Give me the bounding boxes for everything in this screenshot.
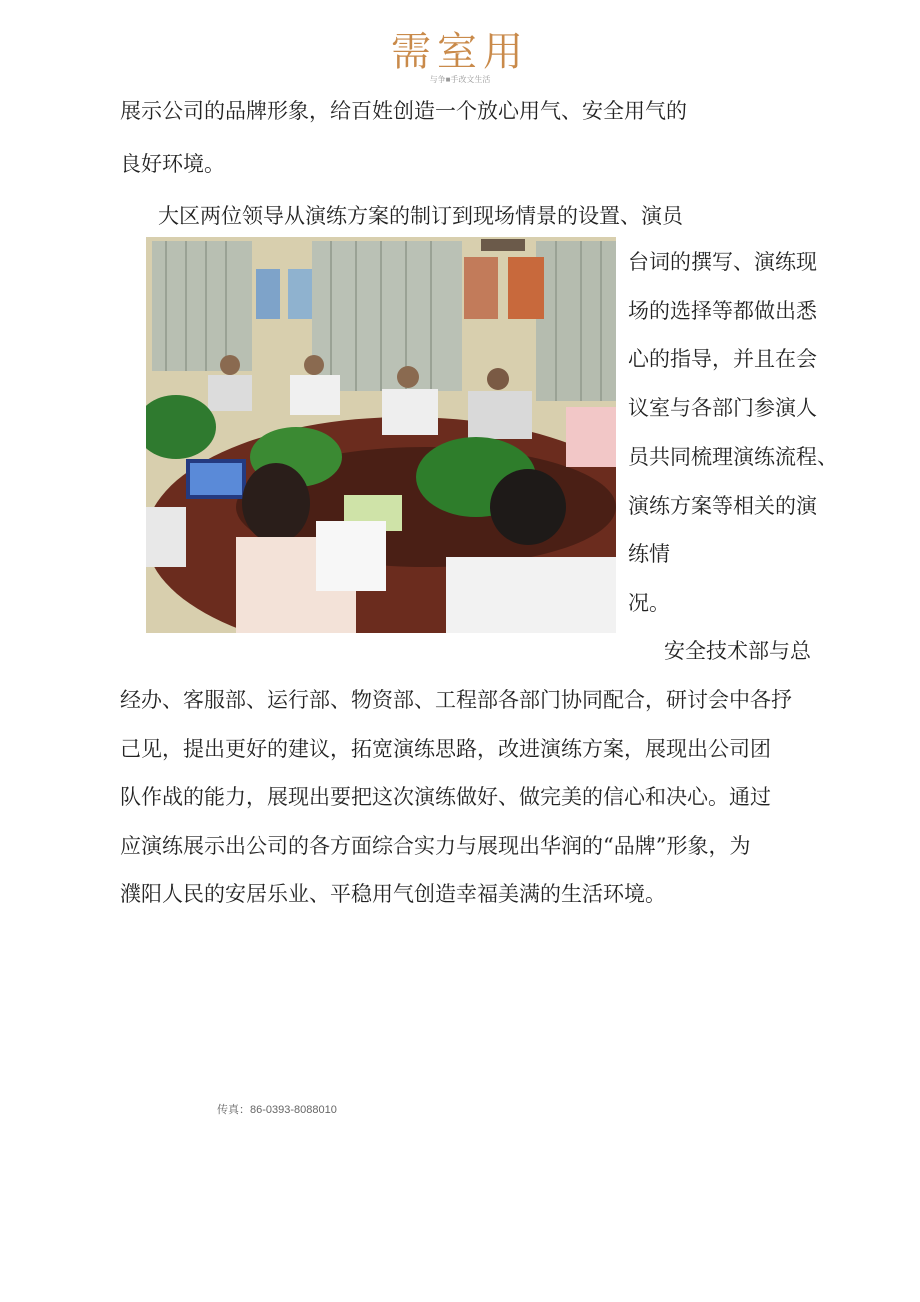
paragraph-line: 安全技术部与总 — [664, 639, 811, 663]
paragraph-line: 大区两位领导从演练方案的制订到现场情景的设置、演员 — [158, 204, 683, 228]
side-text-line: 心的指导，并且在会 — [628, 347, 817, 371]
paragraph-line: 展示公司的品牌形象，给百姓创造一个放心用气、安全用气的 — [120, 99, 687, 123]
side-text-line: 议室与各部门参演人 — [628, 396, 817, 420]
footer-fax: 传真：86-0393-8088010 — [217, 1104, 337, 1116]
side-text-line: 员共同梳理演练流程、 — [628, 445, 838, 469]
paragraph-line: 良好环境。 — [120, 152, 225, 176]
paragraph-line: 经办、客服部、运行部、物资部、工程部各部门协同配合，研讨会中各抒 — [120, 688, 792, 712]
meeting-photo — [146, 237, 616, 633]
header-tagline: 与争■手改文生活 — [429, 75, 491, 84]
side-text-line: 演练方案等相关的演 — [628, 494, 817, 518]
side-text-line: 场的选择等都做出悉 — [628, 299, 817, 323]
side-text-line: 台词的撰写、演练现 — [628, 250, 817, 274]
side-text-line: 况。 — [628, 591, 670, 615]
paragraph-line: 己见，提出更好的建议，拓宽演练思路，改进演练方案，展现出公司团 — [120, 737, 771, 761]
header-logo: 需室用 — [391, 29, 529, 75]
side-text-line: 练情 — [628, 542, 670, 566]
paragraph-line: 濮阳人民的安居乐业、平稳用气创造幸福美满的生活环境。 — [120, 882, 666, 906]
paragraph-line: 应演练展示出公司的各方面综合实力与展现出华润的“品牌”形象，为 — [120, 834, 751, 858]
paragraph-line: 队作战的能力，展现出要把这次演练做好、做完美的信心和决心。通过 — [120, 785, 771, 809]
